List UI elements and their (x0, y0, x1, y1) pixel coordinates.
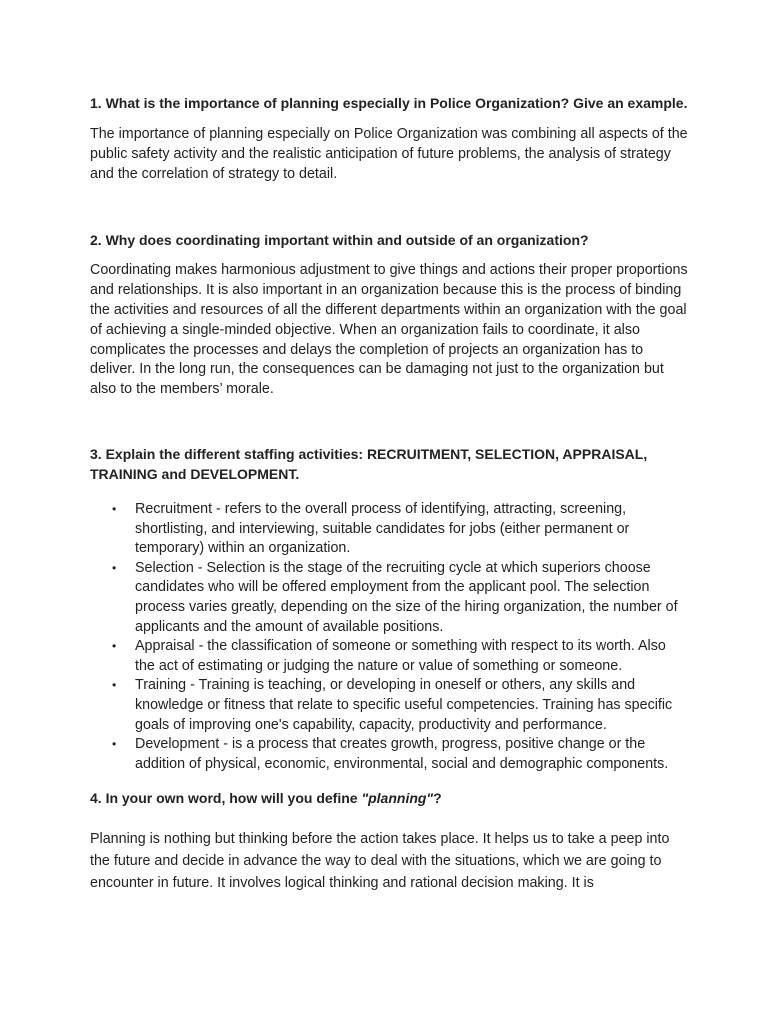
question-4-suffix: ? (433, 790, 442, 807)
bullet-icon: • (112, 678, 117, 693)
bullet-icon: • (112, 639, 117, 654)
question-2: 2. Why does coordinating important within and outside of an organization? (90, 232, 589, 249)
bullet-icon: • (112, 737, 117, 752)
question-4-emphasis: "planning" (361, 790, 434, 807)
list-item-text: Appraisal - the classification of someone or something with respect to its worth. Also the act of estimating or judging the nature or value of something or someone. (135, 638, 666, 674)
list-item (90, 676, 688, 735)
list-item (90, 735, 688, 774)
list-item-text: Recruitment - refers to the overall process of identifying, attracting, screening, shortlisting, and interviewing, suitable candidates for jobs (either permanent or temporary) within an organization. (135, 500, 630, 557)
answer-1: The importance of planning especially on Police Organization was combining all aspects of the public safety activity and the realistic anticipation of future problems, the analysis of strategy and the correlation of strategy to detail. (90, 126, 688, 182)
staffing-activities-list (90, 500, 688, 774)
question-1: 1. What is the importance of planning especially in Police Organization? Give an example. (90, 95, 688, 111)
list-item (90, 500, 688, 559)
answer-4: Planning is nothing but thinking before the action takes place. It helps us to take a peep into the future and decide in advance the way to deal with the situations, which we are going to encounter in future. It involves logical thinking and rational decision making. It is (90, 831, 670, 892)
list-item-text: Training - Training is teaching, or developing in oneself or others, any skills and knowledge or fitness that relate to specific useful competencies. Training has specific goals of improving one's capability, capacity, productivity and performance. (135, 677, 673, 733)
bullet-icon: • (112, 560, 117, 575)
list-item (90, 637, 688, 676)
list-item-text: Development - is a process that creates growth, progress, positive change or the addition of physical, economic, environmental, social and demographic components. (135, 736, 669, 772)
question-4-prefix: 4. In your own word, how will you define (90, 790, 362, 807)
answer-2: Coordinating makes harmonious adjustment to give things and actions their proper proportions and relationships. It is also important in an organization because this is the process of binding the activities and resources of all the different departments within an organization with the goal of achieving a single-minded objective. When an organization fails to coordinate, it also complicates the processes and delays the completion of projects an organization has to deliver. In the long run, the consequences can be damaging not just to the organization but also to the members’ morale. (90, 262, 688, 398)
list-item-text: Selection - Selection is the stage of the recruiting cycle at which superiors choose candidates who will be offered employment from the applicant pool. The selection process varies greatly, depending on the size of the hiring organization, the number of applicants and the amount of available positions. (135, 559, 678, 635)
bullet-icon: • (112, 501, 117, 516)
question-4 (90, 788, 688, 808)
list-item (90, 559, 688, 637)
question-3: 3. Explain the different staffing activities: RECRUITMENT, SELECTION, APPRAISAL, TRAINING and DEVELOPMENT. (90, 445, 648, 482)
